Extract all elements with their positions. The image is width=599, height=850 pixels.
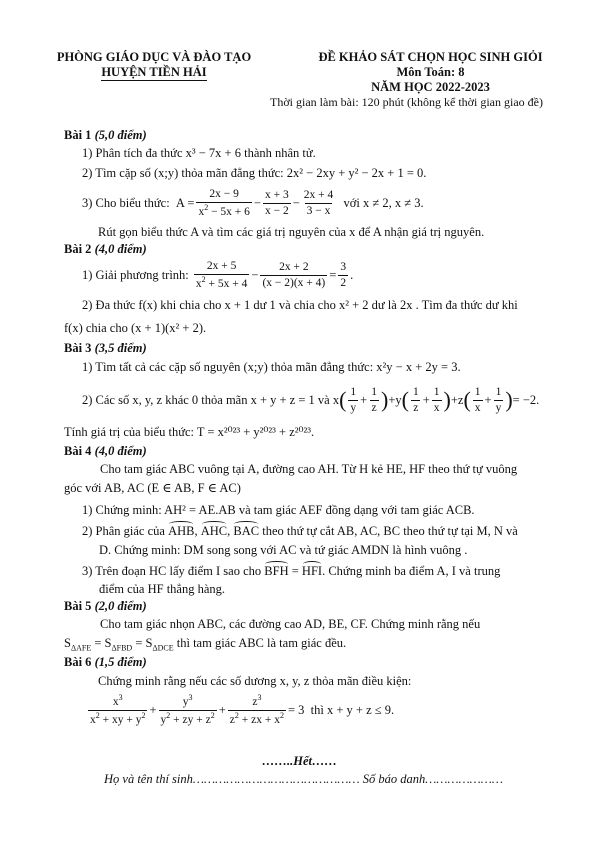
bai6-heading: Bài 6 (1,5 điểm): [64, 655, 147, 669]
bai5-line1: Cho tam giác nhọn ABC, các đường cao AD, BE, CF. Chứng minh rằng nếu: [100, 617, 481, 631]
candidate-info-line: Họ và tên thí sinh……………………………………… Số báo danh…………………: [104, 772, 504, 786]
bai2-heading: Bài 2 (4,0 điểm): [64, 242, 147, 256]
header-school-year: NĂM HỌC 2022-2023: [371, 80, 490, 94]
header-district: HUYỆN TIỀN HẢI: [45, 65, 263, 81]
bai1-heading: Bài 1 (5,0 điểm): [64, 128, 147, 142]
bai1-q1: 1) Phân tích đa thức x³ − 7x + 6 thành nhân tử.: [82, 146, 316, 160]
bai4-q3-line2: điểm của HF thẳng hàng.: [99, 582, 226, 596]
bai4-intro-line1: Cho tam giác ABC vuông tại A, đường cao AH. Từ H kẻ HE, HF theo thứ tự vuông: [100, 462, 518, 476]
bai2-q2-line1: 2) Đa thức f(x) khi chia cho x + 1 dư 1 và chia cho x² + 2 dư là 2x . Tìm đa thức dư khi: [82, 298, 518, 312]
bai4-q2-line1: 2) Phân giác của AHB, AHC, BAC theo thứ tự cắt AB, AC, BC theo thứ tự tại M, N và: [82, 524, 518, 538]
bai2-q1: 1) Giải phương trình: $\frac{2x + 5}{x^2 + 5x + 4}$ − $\frac{2x + 2}{(x - 2)(x + 4)}$ = $\frac{3}{2}$ .: [82, 260, 354, 290]
bai4-intro-line2: góc với AB, AC (E ∈ AB, F ∈ AC): [64, 481, 241, 495]
bai1-q3: 3) Cho biểu thức: A = $\frac{2x - 9}{x^2 - 5x + 6}$ − $\frac{x + 3}{x - 2}$ − $\frac{2x + 4}{3 - x}$ với x ≠ 2, x ≠ 3.: [82, 188, 424, 218]
bai3-q2-follow: Tính giá trị của biểu thức: T = x²⁰²³ + y²⁰²³ + z²⁰²³.: [64, 425, 315, 439]
bai3-q1: 1) Tìm tất cả các cặp số nguyên (x;y) thỏa mãn đẳng thức: x²y − x + 2y = 3.: [82, 360, 461, 374]
bai4-heading: Bài 4 (4,0 điểm): [64, 444, 147, 458]
header-subject: Môn Toán: 8: [396, 65, 465, 79]
bai4-q1: 1) Chứng minh: AH² = AE.AB và tam giác AEF đồng dạng với tam giác ACB.: [82, 503, 475, 517]
bai3-q2: 2) Các số x, y, z khác 0 thỏa mãn x + y + z = 1 và x ( $\frac{1}{y}$ + $\frac{1}{z}$ ) +y ( $\frac{1}{z}$ + $\frac{1}{x}$ ) +z ( $\frac{1}{x}$ + $\frac{1}{y}$ ) = −2.: [82, 386, 540, 414]
bai4-q3-line1: 3) Trên đoạn HC lấy điểm I sao cho BFH = HFI. Chứng minh ba điểm A, I và trung: [82, 564, 501, 578]
header-time-note: Thời gian làm bài: 120 phút (không kể thời gian giao đề): [270, 95, 543, 109]
bai1-q2: 2) Tìm cặp số (x;y) thỏa mãn đẳng thức: 2x² − 2xy + y² − 2x + 1 = 0.: [82, 166, 427, 180]
end-marker: ……..Hết……: [262, 754, 337, 768]
bai5-line2: $S_{\Delta AFE} = S_{\Delta FBD} = S_{\Delta DCE}$ thì tam giác ABC là tam giác đều.: [64, 636, 347, 653]
bai6-condition: $\frac{x^3}{x^2 + xy + y^2}$ + $\frac{y^3}{y^2 + zy + z^2}$ + $\frac{z^3}{z^2 + zx + x^2}$ = 3 thì x + y + z ≤ 9.: [90, 693, 395, 726]
header-department: PHÒNG GIÁO DỤC VÀ ĐÀO TẠO: [56, 50, 252, 64]
header-exam-title: ĐỀ KHẢO SÁT CHỌN HỌC SINH GIỎI: [318, 50, 543, 64]
bai1-q3-follow: Rút gọn biểu thức A và tìm các giá trị nguyên của x để A nhận giá trị nguyên.: [98, 225, 485, 239]
bai5-heading: Bài 5 (2,0 điểm): [64, 599, 147, 613]
bai6-intro: Chứng minh rằng nếu các số dương x, y, z thỏa mãn điều kiện:: [98, 674, 412, 688]
bai3-heading: Bài 3 (3,5 điểm): [64, 341, 147, 355]
bai2-q2-line2: f(x) chia cho (x + 1)(x² + 2).: [64, 321, 207, 335]
bai4-q2-line2: D. Chứng minh: DM song song với AC và tứ giác AMDN là hình vuông .: [99, 543, 468, 557]
